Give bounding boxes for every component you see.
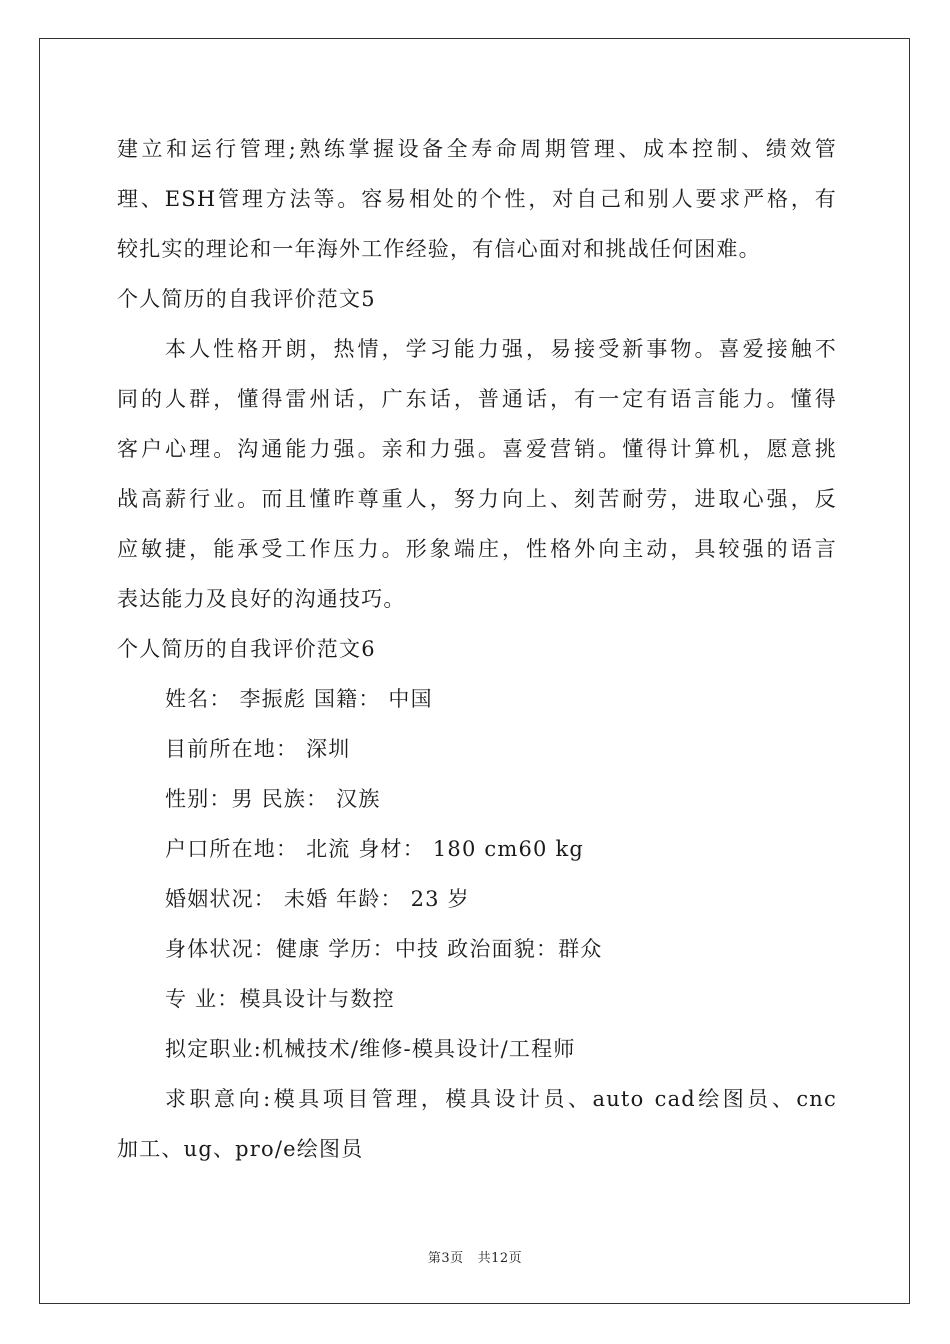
field-job-intention: 求职意向:模具项目管理，模具设计员、auto cad绘图员、cnc <box>165 1087 837 1111</box>
paragraph-line: 建立和运行管理;熟练掌握设备全寿命周期管理、成本控制、绩效管 <box>117 137 837 161</box>
field-job-intention-cont: 加工、ug、pro/e绘图员 <box>117 1137 364 1161</box>
paragraph-line: 理、ESH管理方法等。容易相处的个性，对自己和别人要求严格，有 <box>117 187 837 211</box>
section-heading-6: 个人简历的自我评价范文6 <box>117 637 376 661</box>
field-intended-job: 拟定职业:机械技术/维修-模具设计/工程师 <box>165 1037 576 1061</box>
paragraph-line: 表达能力及良好的沟通技巧。 <box>117 587 406 611</box>
page-total: 共12页 <box>477 1251 523 1266</box>
section-heading-5: 个人简历的自我评价范文5 <box>117 287 376 311</box>
page-footer <box>0 1247 950 1266</box>
field-gender-ethnicity: 性别：男 民族： 汉族 <box>165 787 381 811</box>
paragraph-line: 本人性格开朗，热情，学习能力强，易接受新事物。喜爱接触不 <box>165 337 837 361</box>
paragraph-line: 客户心理。沟通能力强。亲和力强。喜爱营销。懂得计算机，愿意挑 <box>117 437 837 461</box>
field-marital-age: 婚姻状况： 未婚 年龄： 23 岁 <box>165 887 470 911</box>
page-number: 第3页 <box>427 1251 464 1266</box>
document-body <box>117 124 837 1174</box>
paragraph-line: 较扎实的理论和一年海外工作经验，有信心面对和挑战任何困难。 <box>117 237 761 261</box>
field-health-education: 身体状况：健康 学历：中技 政治面貌：群众 <box>165 937 603 961</box>
field-location: 目前所在地： 深圳 <box>165 737 351 761</box>
field-major: 专 业：模具设计与数控 <box>165 987 395 1011</box>
paragraph-line: 应敏捷，能承受工作压力。形象端庄，性格外向主动，具较强的语言 <box>117 537 837 561</box>
field-hukou-physique: 户口所在地： 北流 身材： 180 cm60 kg <box>165 837 585 861</box>
paragraph-line: 同的人群，懂得雷州话，广东话，普通话，有一定有语言能力。懂得 <box>117 387 837 411</box>
paragraph-line: 战高薪行业。而且懂昨尊重人，努力向上、刻苦耐劳，进取心强，反 <box>117 487 837 511</box>
field-name-nationality: 姓名： 李振彪 国籍： 中国 <box>165 687 433 711</box>
